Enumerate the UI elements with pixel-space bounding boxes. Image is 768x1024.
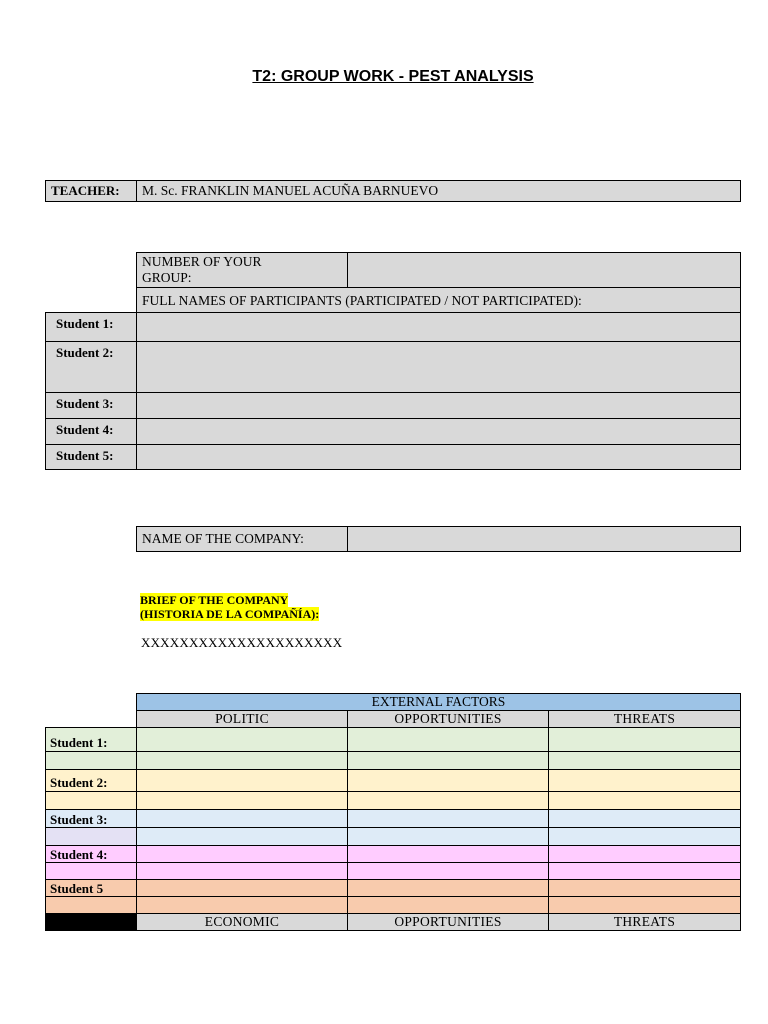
pest-cell[interactable]	[136, 862, 348, 880]
student-name-field-3[interactable]	[136, 392, 741, 419]
student-label-1: Student 1:	[45, 312, 137, 342]
pest-cell[interactable]	[136, 751, 348, 770]
company-name-field[interactable]	[347, 526, 741, 552]
politic-threats-header: THREATS	[548, 710, 741, 728]
politic-opportunities-header: OPPORTUNITIES	[347, 710, 549, 728]
student-label-3: Student 3:	[45, 392, 137, 419]
pest-corner-cell	[45, 913, 137, 931]
teacher-name: M. Sc. FRANKLIN MANUEL ACUÑA BARNUEVO	[136, 180, 741, 202]
pest-cell[interactable]	[347, 751, 549, 770]
student-name-field-1[interactable]	[136, 312, 741, 342]
pest-cell[interactable]	[548, 751, 741, 770]
student-name-field-5[interactable]	[136, 444, 741, 470]
pest-cell[interactable]	[347, 791, 549, 810]
pest-cell[interactable]	[136, 791, 348, 810]
company-brief-heading	[140, 593, 319, 621]
company-brief-text: XXXXXXXXXXXXXXXXXXXXX	[141, 635, 343, 650]
pest-cell[interactable]	[548, 896, 741, 914]
pest-student-label-1: Student 1:	[45, 727, 137, 752]
pest-cell[interactable]	[136, 809, 348, 828]
group-number-label	[136, 252, 348, 288]
economic-threats-header: THREATS	[548, 913, 741, 931]
pest-cell	[45, 827, 137, 846]
pest-cell[interactable]	[347, 769, 549, 792]
company-brief-line2: (HISTORIA DE LA COMPAÑÍA):	[140, 607, 320, 621]
teacher-label: TEACHER:	[45, 180, 137, 202]
pest-student-label-3: Student 3:	[45, 809, 137, 828]
pest-cell[interactable]	[548, 827, 741, 846]
pest-cell[interactable]	[548, 791, 741, 810]
pest-cell	[45, 791, 137, 810]
pest-cell[interactable]	[347, 827, 549, 846]
group-number-field[interactable]	[347, 252, 741, 288]
pest-cell[interactable]	[136, 879, 348, 897]
pest-cell[interactable]	[136, 827, 348, 846]
company-name-label: NAME OF THE COMPANY:	[136, 526, 348, 552]
pest-student-label-5: Student 5	[45, 879, 137, 897]
pest-cell[interactable]	[347, 809, 549, 828]
pest-cell[interactable]	[347, 727, 549, 752]
pest-cell[interactable]	[347, 862, 549, 880]
pest-cell[interactable]	[136, 845, 348, 863]
pest-cell[interactable]	[136, 769, 348, 792]
student-label-4: Student 4:	[45, 418, 137, 445]
external-factors-header: EXTERNAL FACTORS	[136, 693, 741, 711]
pest-cell[interactable]	[136, 727, 348, 752]
pest-cell	[45, 896, 137, 914]
pest-cell	[45, 862, 137, 880]
student-label-2: Student 2:	[45, 341, 137, 393]
pest-cell[interactable]	[347, 879, 549, 897]
pest-cell	[45, 751, 137, 770]
pest-cell[interactable]	[347, 845, 549, 863]
politic-header: POLITIC	[136, 710, 348, 728]
student-label-5: Student 5:	[45, 444, 137, 470]
economic-header: ECONOMIC	[136, 913, 348, 931]
pest-cell[interactable]	[548, 769, 741, 792]
pest-cell[interactable]	[548, 879, 741, 897]
group-number-label-line1: NUMBER OF YOUR	[142, 254, 262, 269]
participants-header: FULL NAMES OF PARTICIPANTS (PARTICIPATED / NOT PARTICIPATED):	[136, 287, 741, 313]
pest-cell[interactable]	[347, 896, 549, 914]
group-number-label-line2: GROUP:	[142, 270, 192, 285]
pest-student-label-2: Student 2:	[45, 769, 137, 792]
company-brief-line1: BRIEF OF THE COMPANY	[140, 593, 289, 607]
pest-cell[interactable]	[548, 845, 741, 863]
student-name-field-2[interactable]	[136, 341, 741, 393]
pest-student-label-4: Student 4:	[45, 845, 137, 863]
pest-cell[interactable]	[548, 727, 741, 752]
pest-cell[interactable]	[548, 809, 741, 828]
economic-opportunities-header: OPPORTUNITIES	[347, 913, 549, 931]
page-title: T2: GROUP WORK - PEST ANALYSIS	[252, 68, 534, 85]
pest-cell[interactable]	[136, 896, 348, 914]
pest-cell[interactable]	[548, 862, 741, 880]
student-name-field-4[interactable]	[136, 418, 741, 445]
